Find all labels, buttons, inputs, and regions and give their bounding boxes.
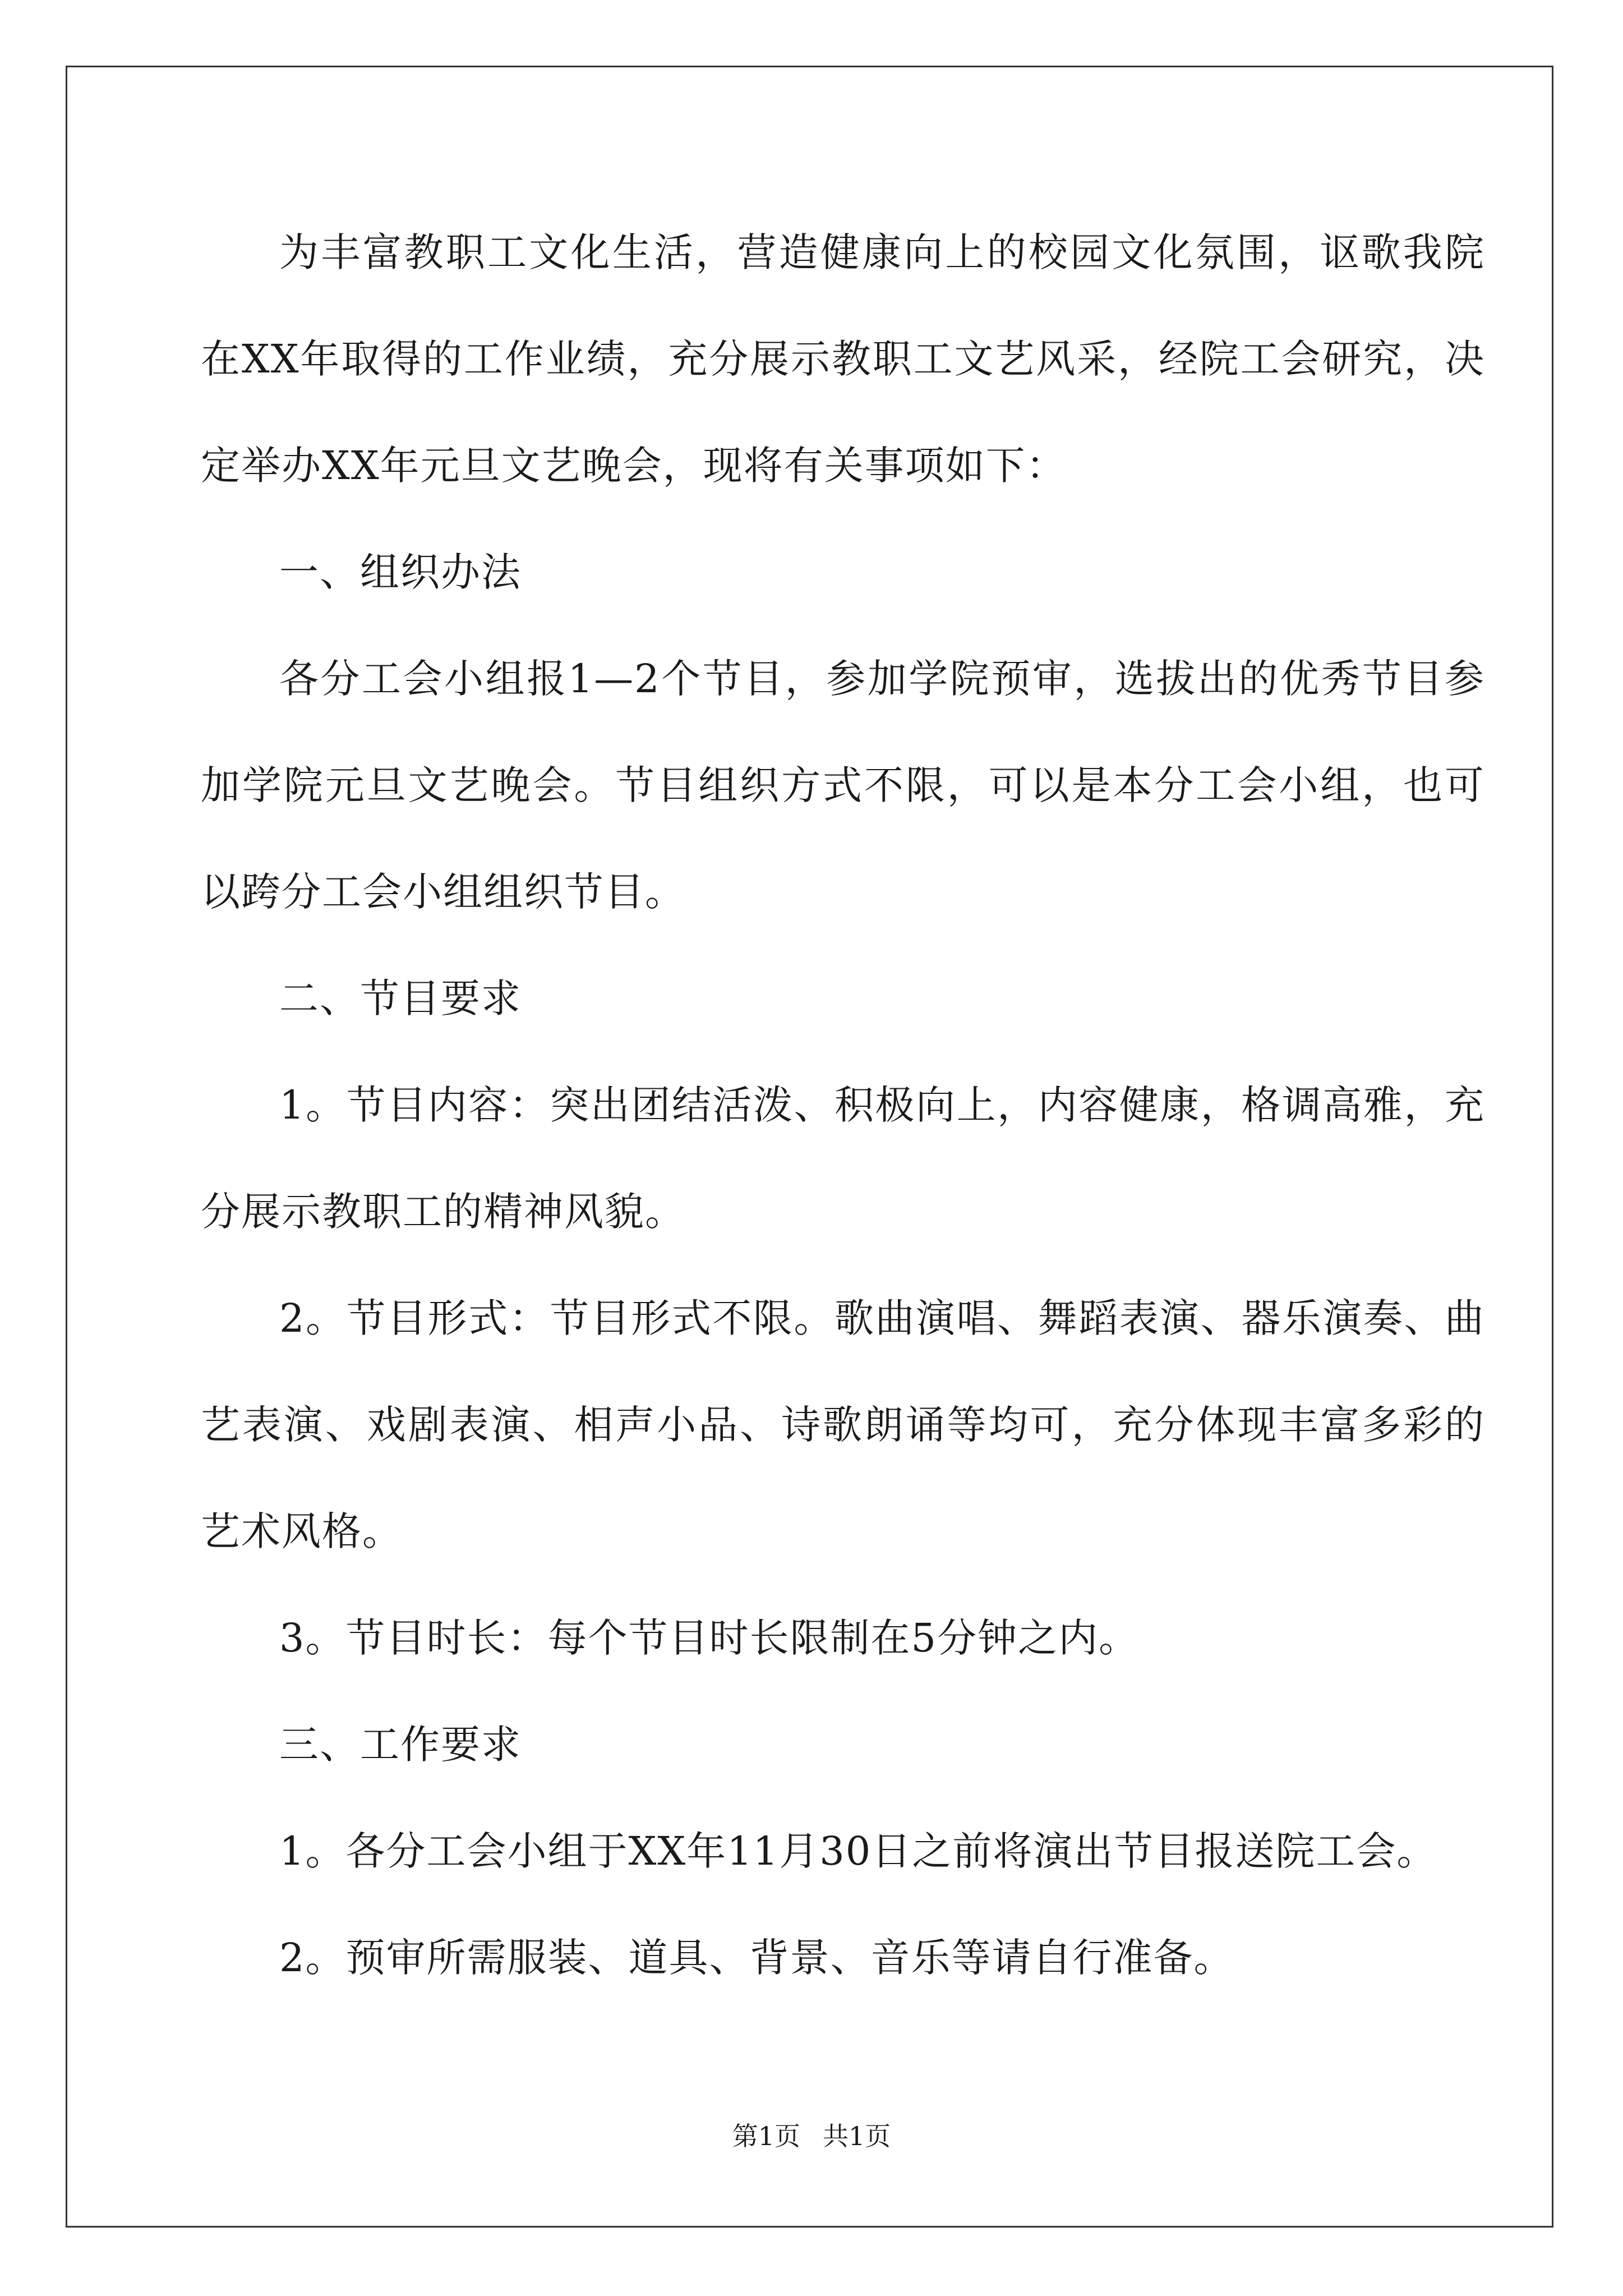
work-deadline-paragraph: 1。各分工会小组于XX年11月30日之前将演出节目报送院工会。 (279, 1828, 1437, 1874)
intro-paragraph: 为丰富教职工文化生活，营造健康向上的校园文化氛围，讴歌我院在XX年取得的工作业绩，充分展示教职工文艺风采，经院工会研究，决定举办XX年元旦文艺晚会，现将有关事项如下： (201, 229, 1485, 489)
section-heading-work-requirements: 三、工作要求 (279, 1722, 522, 1768)
organization-paragraph: 各分工会小组报1—2个节目，参加学院预审，选拔出的优秀节目参加学院元旦文艺晚会。节目组织方式不限，可以是本分工会小组，也可以跨分工会小组组织节目。 (201, 656, 1485, 915)
page-total: 共1页 (823, 2121, 891, 2151)
section-heading-organization: 一、组织办法 (279, 549, 522, 595)
section-heading-program-requirements: 二、节目要求 (279, 976, 522, 1022)
document-body (201, 199, 1485, 2011)
page-number: 第1页 (732, 2121, 800, 2151)
work-preparation-paragraph: 2。预审所需服装、道具、背景、音乐等请自行准备。 (279, 1935, 1234, 1981)
page-footer (0, 2119, 1623, 2153)
program-form-paragraph: 2。节目形式：节目形式不限。歌曲演唱、舞蹈表演、器乐演奏、曲艺表演、戏剧表演、相声小品、诗歌朗诵等均可，充分体现丰富多彩的艺术风格。 (201, 1295, 1485, 1554)
program-content-paragraph: 1。节目内容：突出团结活泼、积极向上，内容健康，格调高雅，充分展示教职工的精神风貌。 (201, 1082, 1485, 1235)
program-duration-paragraph: 3。节目时长：每个节目时长限制在5分钟之内。 (279, 1615, 1140, 1661)
